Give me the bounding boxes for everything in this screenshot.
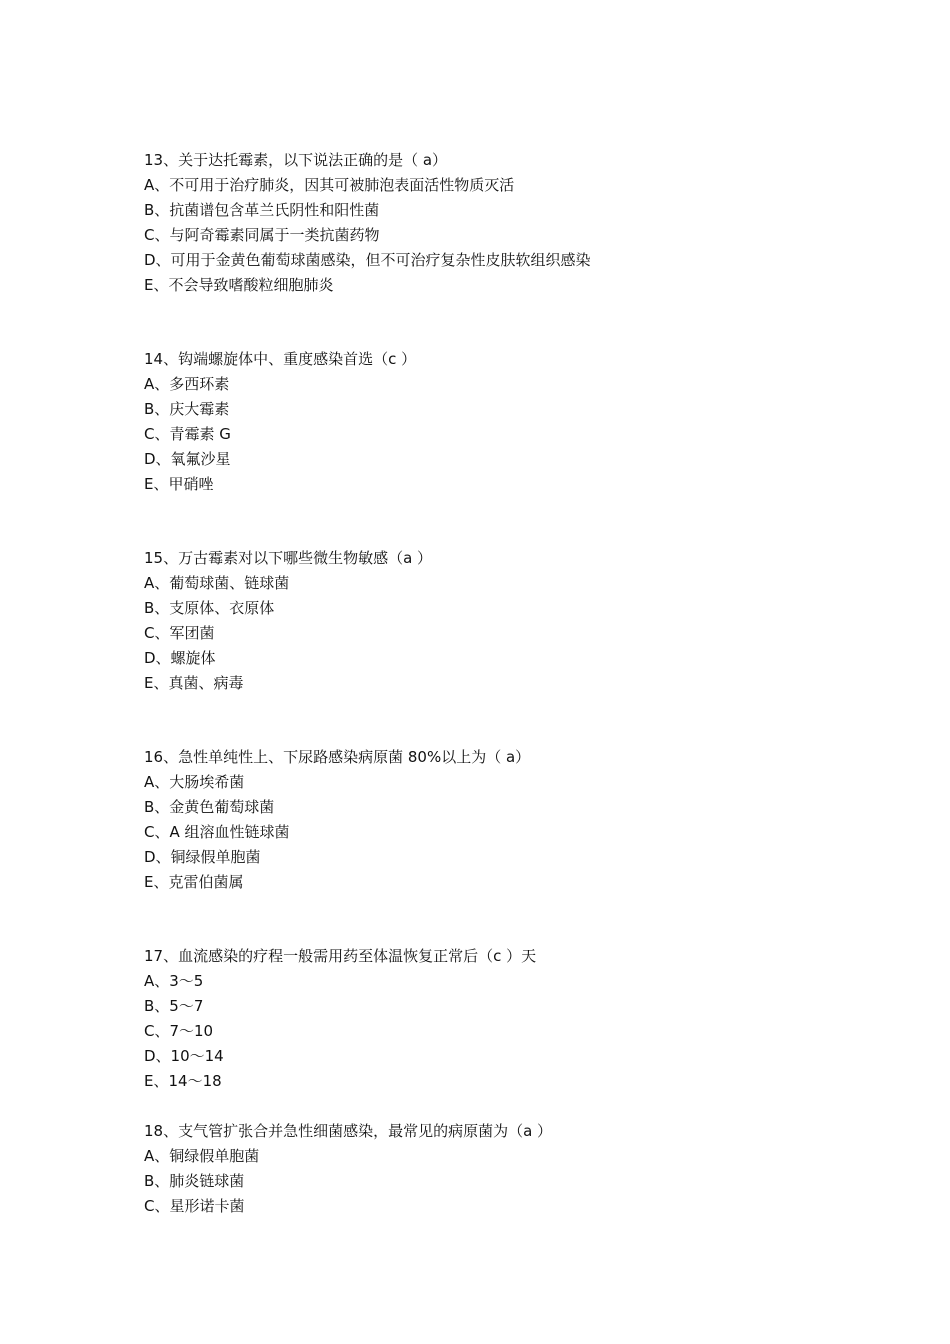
option-b: B、肺炎链球菌 (144, 1172, 245, 1190)
option-b: B、支原体、衣原体 (144, 599, 275, 617)
question-list (144, 148, 904, 1219)
option-b: B、庆大霉素 (144, 400, 230, 418)
option-e: E、真菌、病毒 (144, 674, 244, 692)
spacer (144, 1094, 904, 1119)
option-a: A、大肠埃希菌 (144, 773, 245, 791)
spacer (144, 497, 904, 546)
question-stem: 18、支气管扩张合并急性细菌感染，最常见的病原菌为（a ） (144, 1122, 553, 1140)
option-e: E、14～18 (144, 1072, 222, 1090)
question-stem: 15、万古霉素对以下哪些微生物敏感（a ） (144, 549, 433, 567)
question-stem: 14、钩端螺旋体中、重度感染首选（c ） (144, 350, 417, 368)
option-e: E、不会导致嗜酸粒细胞肺炎 (144, 276, 334, 294)
option-e: E、克雷伯菌属 (144, 873, 244, 891)
option-c: C、A 组溶血性链球菌 (144, 823, 290, 841)
option-a: A、葡萄球菌、链球菌 (144, 574, 290, 592)
option-d: D、10～14 (144, 1047, 224, 1065)
option-d: D、氧氟沙星 (144, 450, 231, 468)
option-b: B、抗菌谱包含革兰氏阴性和阳性菌 (144, 201, 380, 219)
question-17 (144, 944, 904, 1094)
question-13 (144, 148, 904, 298)
option-b: B、5～7 (144, 997, 204, 1015)
option-c: C、星形诺卡菌 (144, 1197, 245, 1215)
question-15 (144, 546, 904, 696)
option-d: D、铜绿假单胞菌 (144, 848, 261, 866)
option-d: D、可用于金黄色葡萄球菌感染，但不可治疗复杂性皮肤软组织感染 (144, 251, 591, 269)
spacer (144, 298, 904, 347)
spacer (144, 696, 904, 745)
option-c: C、军团菌 (144, 624, 215, 642)
question-stem: 17、血流感染的疗程一般需用药至体温恢复正常后（c ）天 (144, 947, 537, 965)
question-16 (144, 745, 904, 895)
spacer (144, 895, 904, 944)
option-a: A、多西环素 (144, 375, 230, 393)
option-b: B、金黄色葡萄球菌 (144, 798, 275, 816)
option-a: A、不可用于治疗肺炎，因其可被肺泡表面活性物质灭活 (144, 176, 515, 194)
option-c: C、与阿奇霉素同属于一类抗菌药物 (144, 226, 380, 244)
option-a: A、3～5 (144, 972, 204, 990)
question-stem: 16、急性单纯性上、下尿路感染病原菌 80%以上为（ a） (144, 748, 531, 766)
question-stem: 13、关于达托霉素，以下说法正确的是（ a） (144, 151, 448, 169)
option-a: A、铜绿假单胞菌 (144, 1147, 260, 1165)
question-14 (144, 347, 904, 497)
option-d: D、螺旋体 (144, 649, 216, 667)
option-e: E、甲硝唑 (144, 475, 214, 493)
option-c: C、青霉素 G (144, 425, 231, 443)
option-c: C、7～10 (144, 1022, 214, 1040)
question-18 (144, 1119, 904, 1219)
